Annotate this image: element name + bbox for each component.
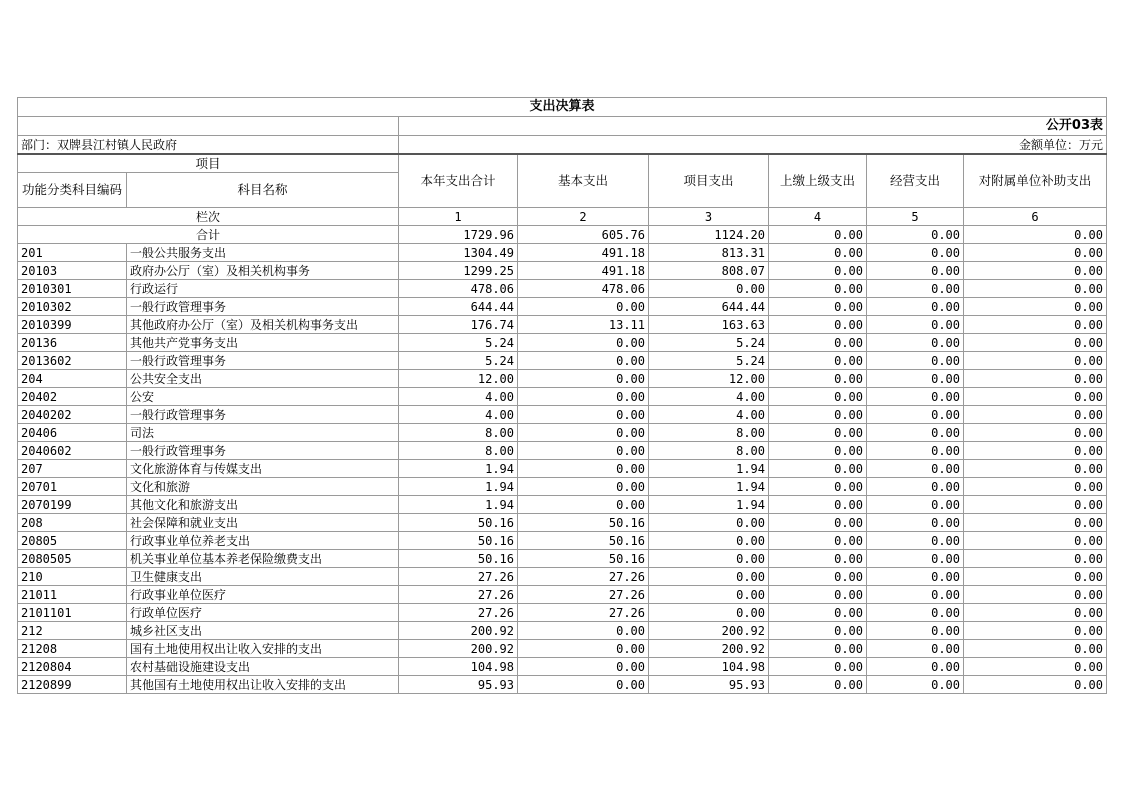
amount-cell: 8.00 [649,424,769,442]
amount-cell: 27.26 [399,568,518,586]
subject-name: 其他文化和旅游支出 [127,496,399,514]
table-title: 支出决算表 [18,98,1107,117]
amount-cell: 5.24 [399,352,518,370]
amount-cell: 644.44 [649,298,769,316]
subject-name: 政府办公厅（室）及相关机构事务 [127,262,399,280]
amount-cell: 491.18 [518,262,649,280]
form-number-row [18,117,1107,136]
amount-cell: 0.00 [769,298,867,316]
subject-code: 21208 [18,640,127,658]
subject-code: 2010301 [18,280,127,298]
amount-cell: 27.26 [518,604,649,622]
amount-cell: 0.00 [867,586,964,604]
subject-name: 行政单位医疗 [127,604,399,622]
amount-cell: 0.00 [867,298,964,316]
subject-code: 20103 [18,262,127,280]
amount-cell: 0.00 [867,316,964,334]
subject-name: 一般行政管理事务 [127,298,399,316]
amount-cell: 0.00 [867,568,964,586]
amount-cell: 0.00 [964,442,1107,460]
table-row [18,568,1107,586]
amount-cell: 0.00 [518,658,649,676]
amount-cell: 0.00 [964,406,1107,424]
amount-cell: 1.94 [399,460,518,478]
table-row [18,658,1107,676]
amount-cell: 0.00 [769,406,867,424]
expenditure-final-accounts-sheet [17,97,1106,694]
table-row [18,262,1107,280]
amount-cell: 4.00 [649,406,769,424]
amount-cell: 0.00 [769,658,867,676]
table-row [18,388,1107,406]
table-row [18,298,1107,316]
amount-cell: 0.00 [867,388,964,406]
amount-cell: 0.00 [964,532,1107,550]
amount-cell: 0.00 [964,586,1107,604]
subject-name: 一般行政管理事务 [127,406,399,424]
subject-code: 2070199 [18,496,127,514]
column-number: 1 [399,208,518,226]
subject-code: 20701 [18,478,127,496]
subject-name: 行政事业单位养老支出 [127,532,399,550]
amount-cell: 0.00 [649,550,769,568]
subject-name: 行政事业单位医疗 [127,586,399,604]
total-value: 1729.96 [399,226,518,244]
amount-cell: 0.00 [518,406,649,424]
table-row [18,442,1107,460]
amount-cell: 0.00 [769,496,867,514]
amount-cell: 0.00 [867,280,964,298]
table-row [18,424,1107,442]
amount-cell: 5.24 [649,334,769,352]
subject-code: 20805 [18,532,127,550]
subject-code: 2040202 [18,406,127,424]
subject-code: 2101101 [18,604,127,622]
title-row [18,98,1107,117]
amount-cell: 0.00 [964,658,1107,676]
upper-level-header: 上缴上级支出 [769,154,867,208]
subject-name: 其他政府办公厅（室）及相关机构事务支出 [127,316,399,334]
subject-code: 208 [18,514,127,532]
amount-cell: 0.00 [867,478,964,496]
table-row [18,496,1107,514]
amount-cell: 0.00 [649,280,769,298]
amount-cell: 1299.25 [399,262,518,280]
amount-cell: 0.00 [769,244,867,262]
amount-cell: 0.00 [649,514,769,532]
amount-cell: 0.00 [518,676,649,694]
subsidy-header: 对附属单位补助支出 [964,154,1107,208]
amount-cell: 0.00 [964,316,1107,334]
blank-cell [18,117,399,136]
amount-cell: 0.00 [649,568,769,586]
amount-cell: 0.00 [769,352,867,370]
amount-cell: 0.00 [964,424,1107,442]
subject-name: 机关事业单位基本养老保险缴费支出 [127,550,399,568]
amount-cell: 27.26 [399,604,518,622]
expenditure-table [17,97,1107,694]
subject-name: 文化和旅游 [127,478,399,496]
code-header: 功能分类科目编码 [18,173,127,208]
amount-cell: 1.94 [649,496,769,514]
table-row [18,622,1107,640]
subject-code: 207 [18,460,127,478]
amount-cell: 0.00 [867,406,964,424]
amount-cell: 1.94 [649,478,769,496]
amount-cell: 50.16 [518,514,649,532]
subject-code: 2013602 [18,352,127,370]
amount-cell: 0.00 [518,334,649,352]
amount-cell: 0.00 [964,244,1107,262]
table-row [18,532,1107,550]
amount-cell: 0.00 [867,514,964,532]
amount-cell: 1.94 [399,478,518,496]
subject-name: 一般行政管理事务 [127,442,399,460]
department-label: 部门：双牌县江村镇人民政府 [18,136,399,155]
amount-cell: 0.00 [518,388,649,406]
column-number: 4 [769,208,867,226]
amount-cell: 8.00 [649,442,769,460]
subject-name: 其他共产党事务支出 [127,334,399,352]
total-value: 0.00 [769,226,867,244]
subject-name: 公共安全支出 [127,370,399,388]
amount-cell: 0.00 [964,568,1107,586]
subject-code: 2040602 [18,442,127,460]
subject-name: 国有土地使用权出让收入安排的支出 [127,640,399,658]
amount-cell: 0.00 [769,334,867,352]
subject-code: 20136 [18,334,127,352]
amount-cell: 1.94 [649,460,769,478]
subject-name: 城乡社区支出 [127,622,399,640]
amount-cell: 808.07 [649,262,769,280]
amount-cell: 0.00 [964,370,1107,388]
total-row [18,226,1107,244]
column-number: 6 [964,208,1107,226]
amount-cell: 0.00 [867,244,964,262]
table-row [18,370,1107,388]
column-number-label: 栏次 [18,208,399,226]
amount-cell: 0.00 [518,352,649,370]
subject-code: 2080505 [18,550,127,568]
amount-cell: 0.00 [867,676,964,694]
amount-cell: 0.00 [867,496,964,514]
amount-cell: 0.00 [964,550,1107,568]
amount-cell: 0.00 [769,586,867,604]
amount-cell: 0.00 [769,262,867,280]
amount-cell: 0.00 [867,262,964,280]
amount-cell: 0.00 [518,298,649,316]
amount-cell: 0.00 [867,370,964,388]
total-value: 605.76 [518,226,649,244]
amount-cell: 0.00 [867,622,964,640]
total-header: 本年支出合计 [399,154,518,208]
table-row [18,586,1107,604]
subject-code: 2120804 [18,658,127,676]
table-row [18,676,1107,694]
subject-name: 其他国有土地使用权出让收入安排的支出 [127,676,399,694]
subject-code: 2120899 [18,676,127,694]
amount-cell: 0.00 [769,478,867,496]
table-row [18,550,1107,568]
amount-cell: 644.44 [399,298,518,316]
subject-code: 2010302 [18,298,127,316]
project-expenditure-header: 项目支出 [649,154,769,208]
table-row [18,460,1107,478]
name-header: 科目名称 [127,173,399,208]
amount-cell: 0.00 [964,262,1107,280]
table-row [18,514,1107,532]
amount-cell: 27.26 [518,586,649,604]
subject-code: 204 [18,370,127,388]
amount-cell: 0.00 [518,622,649,640]
table-row [18,352,1107,370]
amount-cell: 4.00 [649,388,769,406]
amount-cell: 163.63 [649,316,769,334]
total-value: 0.00 [867,226,964,244]
amount-cell: 8.00 [399,442,518,460]
subject-code: 20406 [18,424,127,442]
amount-cell: 0.00 [518,370,649,388]
amount-cell: 0.00 [964,622,1107,640]
amount-cell: 4.00 [399,388,518,406]
amount-cell: 0.00 [769,568,867,586]
subject-code: 212 [18,622,127,640]
amount-cell: 0.00 [867,532,964,550]
amount-cell: 0.00 [964,388,1107,406]
amount-cell: 0.00 [964,604,1107,622]
basic-header: 基本支出 [518,154,649,208]
total-value: 1124.20 [649,226,769,244]
amount-cell: 95.93 [399,676,518,694]
total-value: 0.00 [964,226,1107,244]
subject-name: 农村基础设施建设支出 [127,658,399,676]
subject-name: 文化旅游体育与传媒支出 [127,460,399,478]
amount-cell: 0.00 [964,352,1107,370]
business-header: 经营支出 [867,154,964,208]
unit-label: 金额单位：万元 [399,136,1107,155]
table-row [18,406,1107,424]
amount-cell: 0.00 [867,550,964,568]
table-row [18,280,1107,298]
amount-cell: 0.00 [867,334,964,352]
amount-cell: 50.16 [399,514,518,532]
project-header: 项目 [18,154,399,173]
amount-cell: 5.24 [649,352,769,370]
total-label: 合计 [18,226,399,244]
amount-cell: 0.00 [769,388,867,406]
table-row [18,640,1107,658]
amount-cell: 50.16 [399,550,518,568]
amount-cell: 8.00 [399,424,518,442]
amount-cell: 1304.49 [399,244,518,262]
amount-cell: 0.00 [867,352,964,370]
amount-cell: 0.00 [964,460,1107,478]
amount-cell: 0.00 [518,478,649,496]
subject-code: 210 [18,568,127,586]
amount-cell: 13.11 [518,316,649,334]
amount-cell: 176.74 [399,316,518,334]
amount-cell: 0.00 [867,460,964,478]
subject-code: 2010399 [18,316,127,334]
amount-cell: 0.00 [964,298,1107,316]
amount-cell: 200.92 [399,622,518,640]
table-row [18,334,1107,352]
amount-cell: 0.00 [769,550,867,568]
amount-cell: 0.00 [769,622,867,640]
amount-cell: 0.00 [769,280,867,298]
amount-cell: 0.00 [867,442,964,460]
amount-cell: 27.26 [518,568,649,586]
column-number: 3 [649,208,769,226]
amount-cell: 0.00 [769,676,867,694]
amount-cell: 491.18 [518,244,649,262]
amount-cell: 0.00 [518,424,649,442]
amount-cell: 4.00 [399,406,518,424]
amount-cell: 50.16 [518,550,649,568]
amount-cell: 0.00 [518,442,649,460]
amount-cell: 104.98 [399,658,518,676]
amount-cell: 5.24 [399,334,518,352]
amount-cell: 0.00 [867,424,964,442]
amount-cell: 12.00 [649,370,769,388]
amount-cell: 0.00 [964,478,1107,496]
subject-name: 社会保障和就业支出 [127,514,399,532]
amount-cell: 0.00 [964,640,1107,658]
column-number: 2 [518,208,649,226]
amount-cell: 95.93 [649,676,769,694]
amount-cell: 0.00 [867,604,964,622]
amount-cell: 0.00 [649,604,769,622]
amount-cell: 200.92 [399,640,518,658]
amount-cell: 0.00 [769,316,867,334]
column-number: 5 [867,208,964,226]
amount-cell: 0.00 [769,424,867,442]
subject-name: 卫生健康支出 [127,568,399,586]
amount-cell: 50.16 [518,532,649,550]
amount-cell: 0.00 [518,640,649,658]
table-row [18,316,1107,334]
amount-cell: 0.00 [518,496,649,514]
table-row [18,244,1107,262]
amount-cell: 813.31 [649,244,769,262]
amount-cell: 478.06 [399,280,518,298]
amount-cell: 104.98 [649,658,769,676]
amount-cell: 0.00 [518,460,649,478]
amount-cell: 0.00 [769,370,867,388]
header-row-1 [18,154,1107,173]
amount-cell: 0.00 [769,514,867,532]
amount-cell: 0.00 [867,640,964,658]
amount-cell: 200.92 [649,622,769,640]
amount-cell: 27.26 [399,586,518,604]
amount-cell: 0.00 [649,532,769,550]
amount-cell: 200.92 [649,640,769,658]
amount-cell: 0.00 [769,532,867,550]
meta-row [18,136,1107,155]
amount-cell: 1.94 [399,496,518,514]
subject-name: 行政运行 [127,280,399,298]
amount-cell: 0.00 [867,658,964,676]
subject-name: 一般公共服务支出 [127,244,399,262]
amount-cell: 0.00 [769,460,867,478]
subject-name: 一般行政管理事务 [127,352,399,370]
amount-cell: 0.00 [649,586,769,604]
table-row [18,604,1107,622]
subject-name: 公安 [127,388,399,406]
column-number-row [18,208,1107,226]
subject-code: 20402 [18,388,127,406]
form-number: 公开03表 [399,117,1107,136]
amount-cell: 0.00 [769,604,867,622]
amount-cell: 0.00 [964,514,1107,532]
table-row [18,478,1107,496]
amount-cell: 0.00 [964,280,1107,298]
amount-cell: 50.16 [399,532,518,550]
amount-cell: 478.06 [518,280,649,298]
amount-cell: 0.00 [964,496,1107,514]
amount-cell: 12.00 [399,370,518,388]
amount-cell: 0.00 [769,442,867,460]
amount-cell: 0.00 [964,334,1107,352]
amount-cell: 0.00 [964,676,1107,694]
subject-name: 司法 [127,424,399,442]
subject-code: 201 [18,244,127,262]
subject-code: 21011 [18,586,127,604]
amount-cell: 0.00 [769,640,867,658]
